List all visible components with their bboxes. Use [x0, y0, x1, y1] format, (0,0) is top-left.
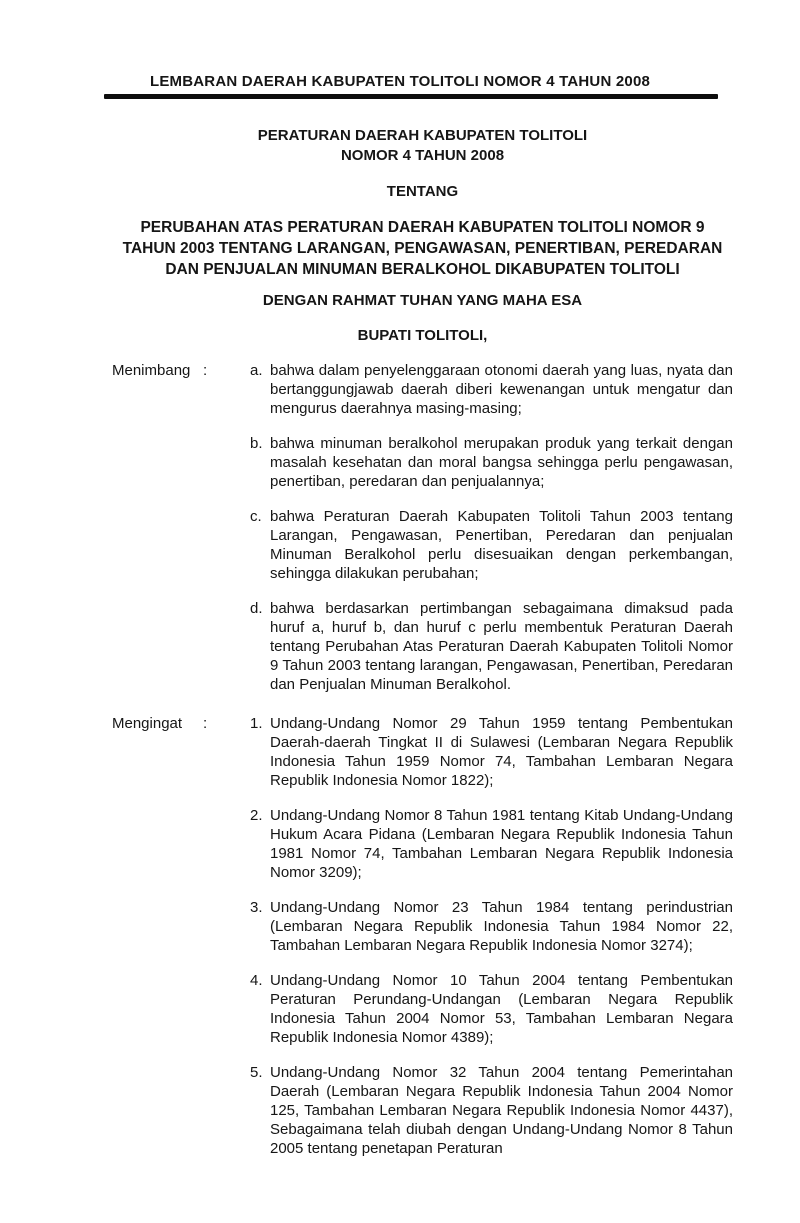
section-colon: : — [203, 715, 208, 732]
header-title: LEMBARAN DAERAH KABUPATEN TOLITOLI NOMOR 4 TAHUN 2008 — [149, 73, 651, 90]
consideration-item — [250, 507, 733, 583]
item-text: Undang-Undang Nomor 23 Tahun 1984 tentang perindustrian (Lembaran Negara Republik Indonesia Tahun 1984 Nomor 22, Tambahan Lembaran Negara Republik Indonesia Nomor 3274); — [270, 899, 733, 954]
item-text: Undang-Undang Nomor 8 Tahun 1981 tentang Kitab Undang-Undang Hukum Acara Pidana (Lembaran Negara Republik Indonesia Tahun 1981 Nomor 74, Tambahan Lembaran Negara Republik Indonesia Nomor 3209); — [270, 807, 733, 881]
item-text: Undang-Undang Nomor 32 Tahun 2004 tentang Pemerintahan Daerah (Lembaran Negara Republik Indonesia Tahun 2004 Nomor 125, Tambahan Lembaran Negara Republik Indonesia Nomor 4437), Sebagaimana telah diubah dengan Undang-Undang Nomor 8 Tahun 2005 tentang penetapan Peraturan — [270, 1064, 733, 1157]
item-text: bahwa berdasarkan pertimbangan sebagaimana dimaksud pada huruf a, huruf b, dan huruf c perlu membentuk Peraturan Daerah tentang Perubahan Atas Peraturan Daerah Kabupaten Tolitoli Nomor 9 Tahun 2003 tentang larangan, Pengawasan, Penertiban, Peredaran dan Penjualan Minuman Beralkohol. — [270, 600, 733, 693]
preamble-sections — [0, 361, 800, 1158]
regulation-title-line2: NOMOR 4 TAHUN 2008 — [340, 147, 505, 164]
regulation-title — [112, 126, 733, 166]
section-label: Mengingat — [112, 715, 183, 732]
consideration-item — [250, 434, 733, 491]
header-rule — [104, 94, 718, 99]
section-menimbang — [0, 361, 800, 694]
item-marker: a. — [250, 362, 263, 379]
tentang-heading: TENTANG — [386, 183, 459, 200]
item-text: bahwa Peraturan Daerah Kabupaten Tolitoli Tahun 2003 tentang Larangan, Pengawasan, Penertiban, Peredaran dan penjualan Minuman Beralkohol perlu disesuaikan dengan perkembangan, sehingga dilakukan perubahan; — [270, 508, 733, 582]
regulation-subject: PERUBAHAN ATAS PERATURAN DAERAH KABUPATEN TOLITOLI NOMOR 9 TAHUN 2003 TENTANG LARANGAN, PENGAWASAN, PENERTIBAN, PEREDARAN DAN PENJUALAN MINUMAN BERALKOHOL DIKABUPATEN TOLITOLI — [122, 219, 723, 278]
item-marker: 2. — [250, 807, 263, 824]
regulation-title-line1: PERATURAN DAERAH KABUPATEN TOLITOLI — [257, 127, 588, 144]
legal-basis-item — [250, 714, 733, 790]
item-marker: 1. — [250, 715, 263, 732]
item-marker: 5. — [250, 1064, 263, 1081]
consideration-list — [250, 361, 733, 694]
consideration-item — [250, 361, 733, 418]
item-text: Undang-Undang Nomor 10 Tahun 2004 tentang Pembentukan Peraturan Perundang-Undangan (Lembaran Negara Republik Indonesia Tahun 2004 Nomor 53, Tambahan Lembaran Negara Republik Indonesia Nomor 4389); — [270, 972, 733, 1046]
section-label: Menimbang — [112, 362, 191, 379]
legal-basis-item — [250, 971, 733, 1047]
item-marker: 4. — [250, 972, 263, 989]
legal-basis-item — [250, 898, 733, 955]
document-header — [0, 0, 800, 99]
item-marker: b. — [250, 435, 263, 452]
item-text: bahwa minuman beralkohol merupakan produk yang terkait dengan masalah kesehatan dan moral bangsa sehingga perlu pengawasan, penertiban, peredaran dan penjualannya; — [270, 435, 733, 490]
consideration-item — [250, 599, 733, 694]
item-marker: 3. — [250, 899, 263, 916]
item-text: Undang-Undang Nomor 29 Tahun 1959 tentang Pembentukan Daerah-daerah Tingkat II di Sulawesi (Lembaran Negara Republik Indonesia Tahun 1959 Nomor 74, Tambahan Lembaran Negara Republik Indonesia Nomor 1822); — [270, 715, 733, 789]
item-text: bahwa dalam penyelenggaraan otonomi daerah yang luas, nyata dan bertanggungjawab daerah diberi kewenangan untuk mengatur dan mengurus daerahnya masing-masing; — [270, 362, 733, 417]
legal-basis-item — [250, 806, 733, 882]
title-block — [0, 126, 800, 346]
item-marker: c. — [250, 508, 262, 525]
section-mengingat — [0, 714, 800, 1158]
section-colon: : — [203, 362, 208, 379]
official-title: BUPATI TOLITOLI, — [357, 327, 488, 344]
legal-basis-item — [250, 1063, 733, 1158]
item-marker: d. — [250, 600, 263, 617]
invocation-line: DENGAN RAHMAT TUHAN YANG MAHA ESA — [262, 292, 583, 309]
legal-basis-list — [250, 714, 733, 1158]
